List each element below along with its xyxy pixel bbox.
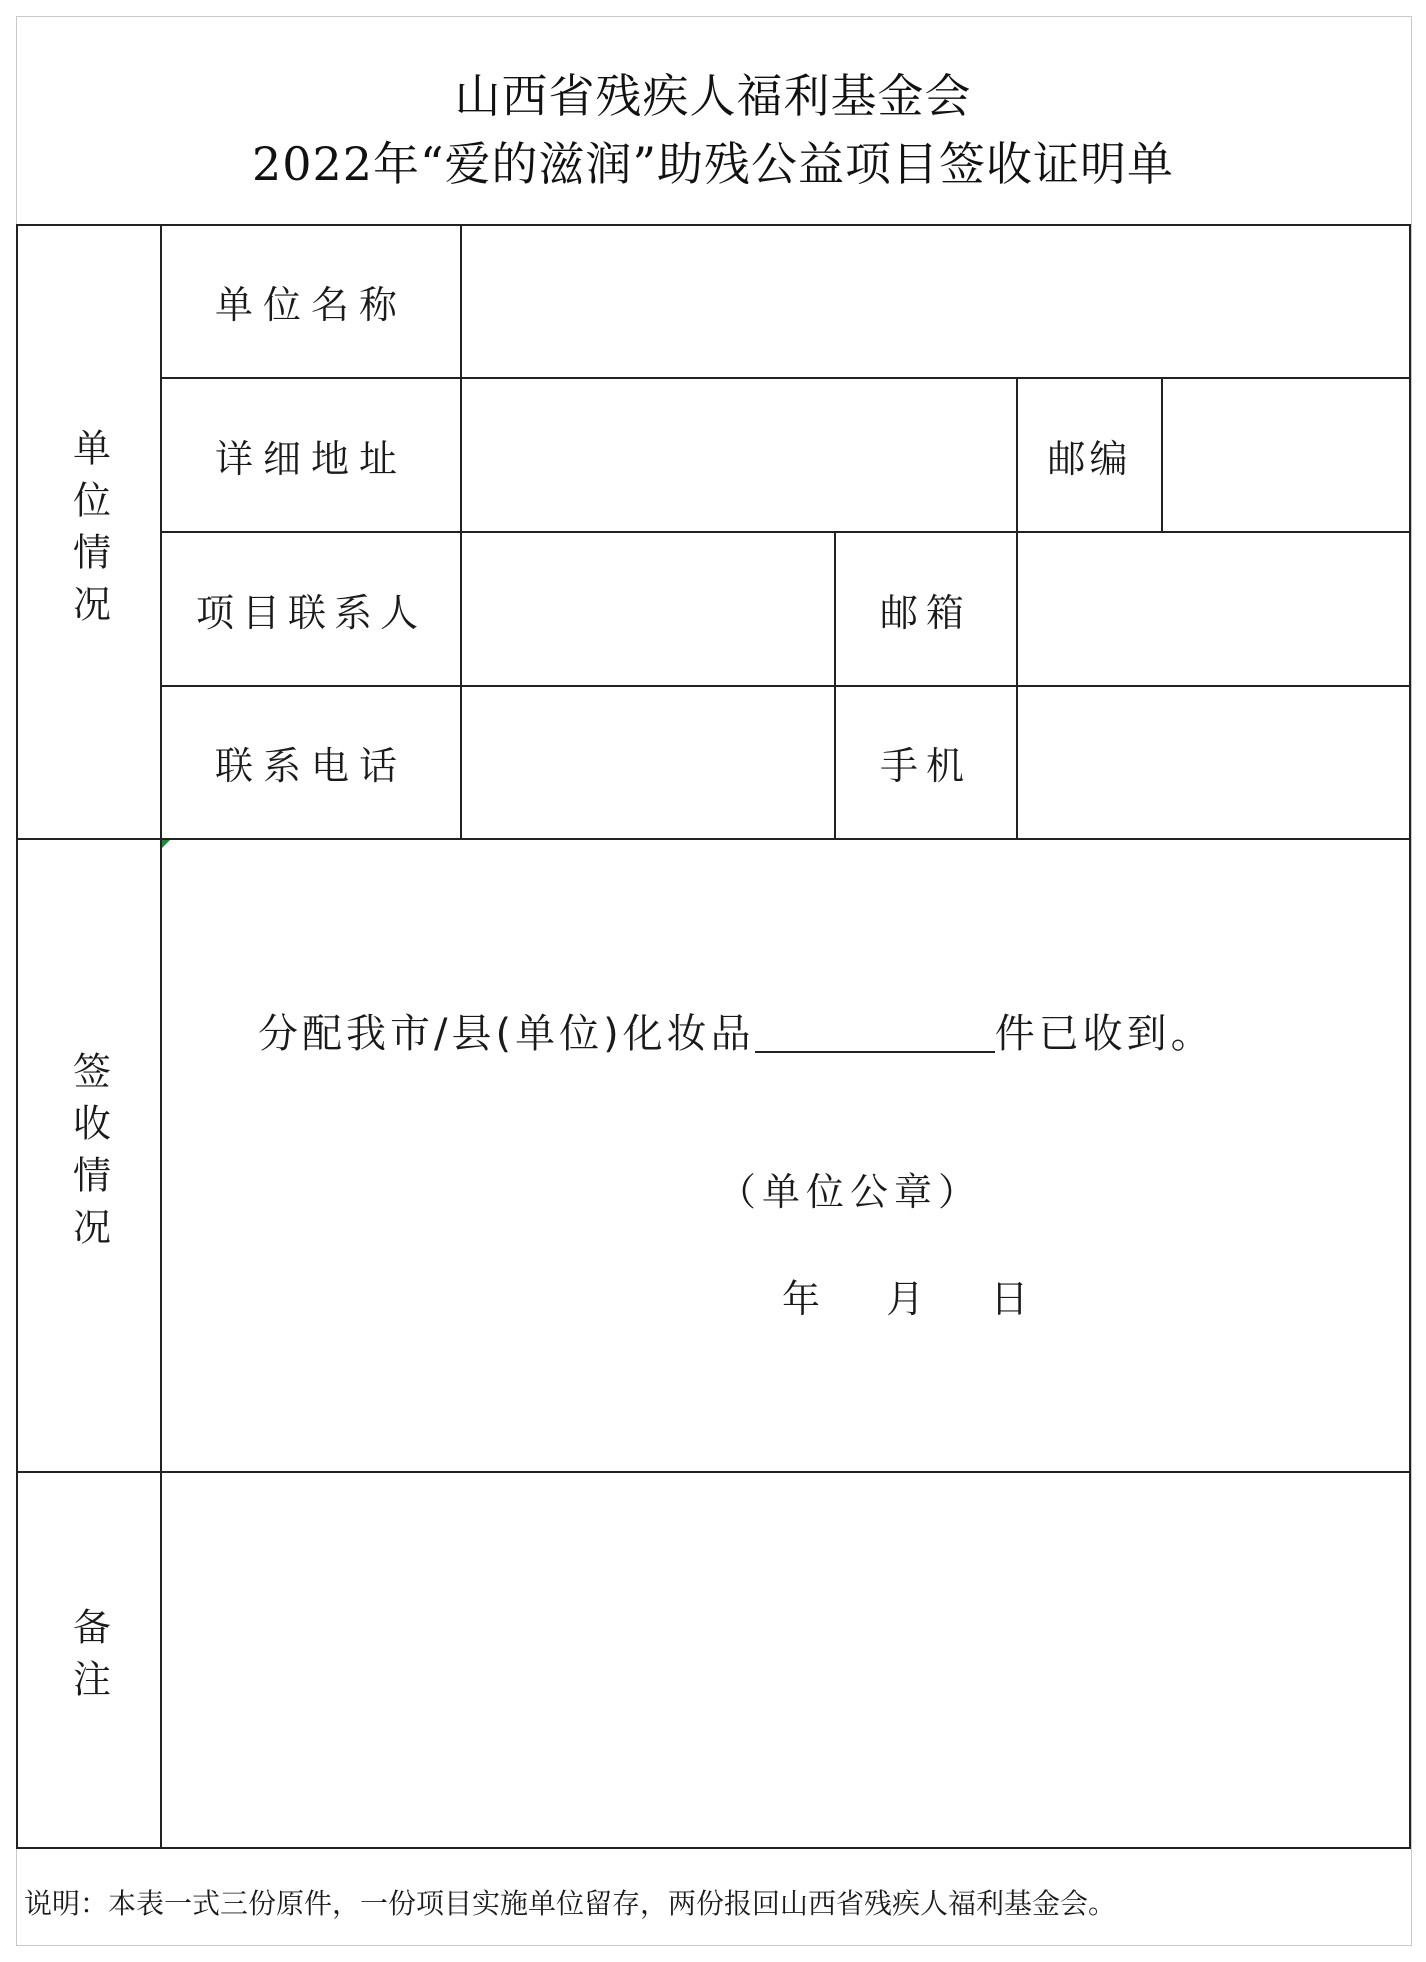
receipt-text-before: 分配我市/县(单位)化妆品: [258, 1011, 755, 1057]
cell-corner-mark: [162, 840, 170, 848]
date-month: 月: [886, 1277, 925, 1321]
section-label-receipt: 签收情况: [66, 1050, 111, 1259]
org-title: 山西省残疾人福利基金会: [454, 69, 972, 123]
date-year: 年: [782, 1277, 821, 1321]
quantity-blank[interactable]: [755, 1011, 995, 1053]
section-label-remarks: 备注: [66, 1607, 111, 1711]
phone-field[interactable]: [462, 687, 834, 838]
unit-seal-label: （单位公章）: [718, 1170, 983, 1214]
postcode-label: 邮编: [1047, 436, 1132, 481]
email-label: 邮箱: [879, 590, 972, 635]
sign-receipt-form: [16, 224, 1411, 1849]
email-field[interactable]: [1018, 533, 1411, 685]
receipt-text-after: 件已收到。: [994, 1011, 1215, 1057]
footnote: 说明：本表一式三份原件，一份项目实施单位留存，两份报回山西省残疾人福利基金会。: [24, 1887, 1117, 1920]
form-title: 2022年“爱的滋润”助残公益项目签收证明单: [251, 137, 1175, 191]
phone-label: 联系电话: [214, 744, 407, 788]
remarks-field[interactable]: [162, 1473, 1411, 1847]
receipt-statement: [258, 1002, 1215, 1059]
unit-name-label: 单位名称: [214, 283, 407, 327]
mobile-label: 手机: [879, 744, 972, 788]
receipt-date: [782, 1268, 1028, 1323]
mobile-field[interactable]: [1018, 687, 1411, 838]
section-label-unit-info: 单位情况: [66, 428, 111, 636]
contact-person-label: 项目联系人: [195, 590, 426, 635]
address-label: 详细地址: [214, 436, 407, 481]
address-field[interactable]: [462, 379, 1016, 531]
unit-name-field[interactable]: [462, 226, 1411, 377]
section-divider: [18, 838, 1411, 840]
postcode-field[interactable]: [1163, 379, 1411, 531]
date-day: 日: [990, 1277, 1029, 1321]
contact-person-field[interactable]: [462, 533, 834, 685]
